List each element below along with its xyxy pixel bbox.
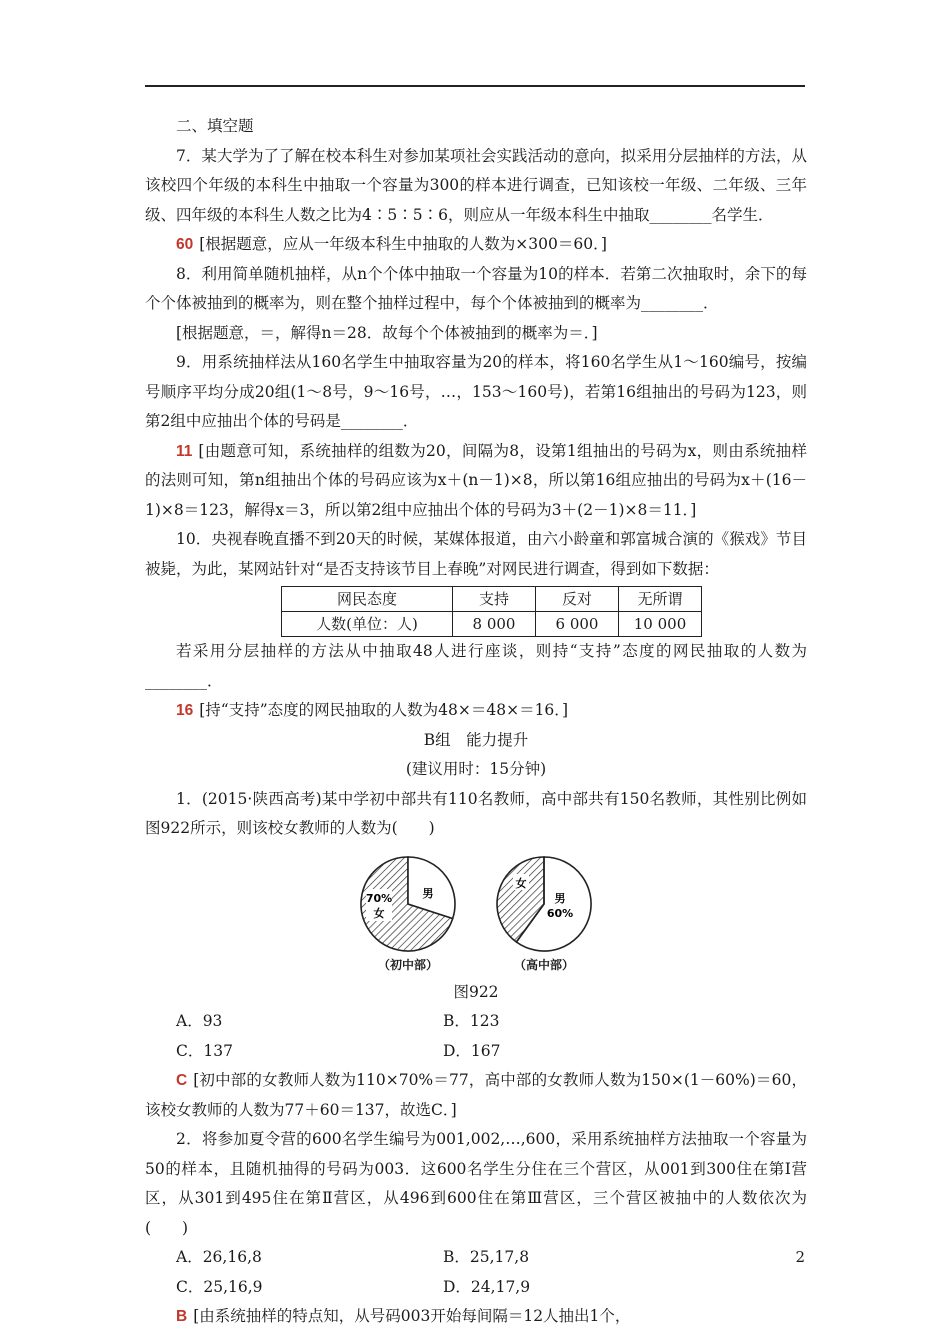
answer-9-explanation: [由题意可知，系统抽样的组数为20，间隔为8，设第1组抽出的号码为x，则由系统抽样的法则可知，第n组抽出个体的号码应该为x＋(n－1)×8，所以第16组应抽出的号码为x＋(16－1)×8＝123，解得x＝3，所以第2组中应抽出个体的号码为3＋(2－1)×8＝11．]: [145, 441, 807, 519]
pie-caption-junior: （初中部）: [377, 957, 438, 972]
answer-8: [145, 319, 807, 349]
table-header-cell: 网民态度: [282, 587, 453, 612]
figure-label: 图922: [453, 982, 499, 1001]
answer-8-explanation: [根据题意，＝，解得n＝28．故每个个体被抽到的概率为＝．]: [176, 323, 598, 342]
pie-female-label: 女: [515, 876, 527, 890]
pie-caption-senior: （高中部）: [513, 957, 574, 972]
pie-male-label: 男: [422, 886, 434, 900]
pie-female-label: 女: [373, 906, 385, 920]
question-9: 9．用系统抽样法从160名学生中抽取容量为20的样本，将160名学生从1～160编号，按编号顺序平均分成20组(1～8号，9～16号，…，153～160号)，若第16组抽出的号码为123，则第2组中应抽出个体的号码是________．: [145, 353, 807, 430]
section-title: 二、填空题: [176, 117, 254, 135]
table-header-cell: 无所谓: [619, 587, 702, 612]
group-b-title: B组 能力提升: [423, 730, 529, 749]
question-8: 8．利用简单随机抽样，从n个个体中抽取一个容量为10的样本．若第二次抽取时，余下的每个个体被抽到的概率为，则在整个抽样过程中，每个个体被抽到的概率为________．: [145, 264, 807, 312]
page-content: [145, 112, 807, 1332]
pie-male-label: 男: [554, 891, 566, 905]
b2-options-row-1: [145, 1243, 807, 1273]
table-header-row: [282, 587, 702, 612]
answer-b2-value: B: [176, 1308, 188, 1325]
survey-table: [281, 586, 702, 637]
answer-b1-value: C: [176, 1072, 188, 1089]
table-header-cell: 支持: [453, 587, 536, 612]
option-c: C．137: [176, 1041, 233, 1060]
answer-b2: [145, 1302, 807, 1332]
option-a: A．26,16,8: [176, 1248, 262, 1266]
pie-junior: [358, 854, 458, 974]
pie-pct-label: 70%: [365, 891, 393, 905]
b1-options-row-2: [145, 1037, 807, 1067]
answer-9-value: 11: [176, 442, 193, 460]
question-b1: 1．(2015·陕西高考)某中学初中部共有110名教师，高中部共有150名教师，其性别比例如图922所示，则该校女教师的人数为( ): [145, 789, 807, 837]
question-7: 7．某大学为了了解在校本科生对参加某项社会实践活动的意向，拟采用分层抽样的方法，从该校四个年级的本科生中抽取一个容量为300的样本进行调查，已知该校一年级、二年级、三年级、四年级的本科生人数之比为4∶5∶5∶6，则应从一年级本科生中抽取________名学生．: [145, 146, 807, 224]
option-b: B．25,17,8: [443, 1248, 530, 1266]
page-number: 2: [795, 1248, 805, 1266]
answer-7-explanation: [根据题意，应从一年级本科生中抽取的人数为×300＝60．]: [199, 235, 607, 253]
pie-chart-junior: [358, 854, 458, 954]
pie-chart-senior: [494, 854, 594, 954]
question-10: 10．央视春晚直播不到20天的时候，某媒体报道，由六小龄童和郭富城合演的《猴戏》节目被毙，为此，某网站针对“是否支持该节目上春晚”对网民进行调查，得到如下数据：: [145, 530, 807, 578]
option-d: D．24,17,9: [443, 1277, 531, 1296]
header-rule: [145, 85, 805, 87]
table-cell: 6 000: [536, 612, 619, 637]
option-d: D．167: [443, 1041, 501, 1060]
option-a: A．93: [176, 1012, 223, 1030]
answer-7: [145, 230, 807, 260]
answer-b1: [145, 1066, 807, 1125]
answer-10: [145, 696, 807, 726]
answer-b2-explanation: [由系统抽样的特点知，从号码003开始每间隔＝12人抽出1个，: [193, 1307, 631, 1325]
answer-10-value: 16: [176, 702, 194, 719]
table-header-cell: 反对: [536, 587, 619, 612]
answer-b1-explanation: [初中部的女教师人数为110×70%＝77，高中部的女教师人数为150×(1－60%)＝60，该校女教师的人数为77＋60＝137，故选C．]: [145, 1071, 807, 1119]
question-10-continued: 若采用分层抽样的方法从中抽取48人进行座谈，则持“支持”态度的网民抽取的人数为________．: [145, 642, 807, 690]
option-c: C．25,16,9: [176, 1277, 263, 1296]
table-row: [282, 612, 702, 637]
option-b: B．123: [443, 1012, 500, 1030]
group-b-time: (建议用时：15分钟): [405, 760, 547, 778]
table-cell: 人数(单位：人): [282, 612, 453, 637]
question-b2: 2．将参加夏令营的600名学生编号为001,002,…,600，采用系统抽样方法抽取一个容量为50的样本，且随机抽得的号码为003．这600名学生分住在三个营区，从001到300住在第Ⅰ营区，从301到495住在第Ⅱ营区，从496到600住在第Ⅲ营区，三个营区被抽中的人数依次为( ): [145, 1130, 807, 1237]
answer-7-value: 60: [176, 236, 194, 253]
b2-options-row-2: [145, 1273, 807, 1303]
answer-9: [145, 437, 807, 526]
pie-figures: [145, 854, 807, 974]
table-cell: 10 000: [619, 612, 702, 637]
table-cell: 8 000: [453, 612, 536, 637]
answer-10-explanation: [持“支持”态度的网民抽取的人数为48×＝48×＝16．]: [199, 701, 569, 719]
pie-senior: [494, 854, 594, 974]
b1-options-row-1: [145, 1007, 807, 1037]
pie-pct-label: 60%: [546, 906, 574, 920]
